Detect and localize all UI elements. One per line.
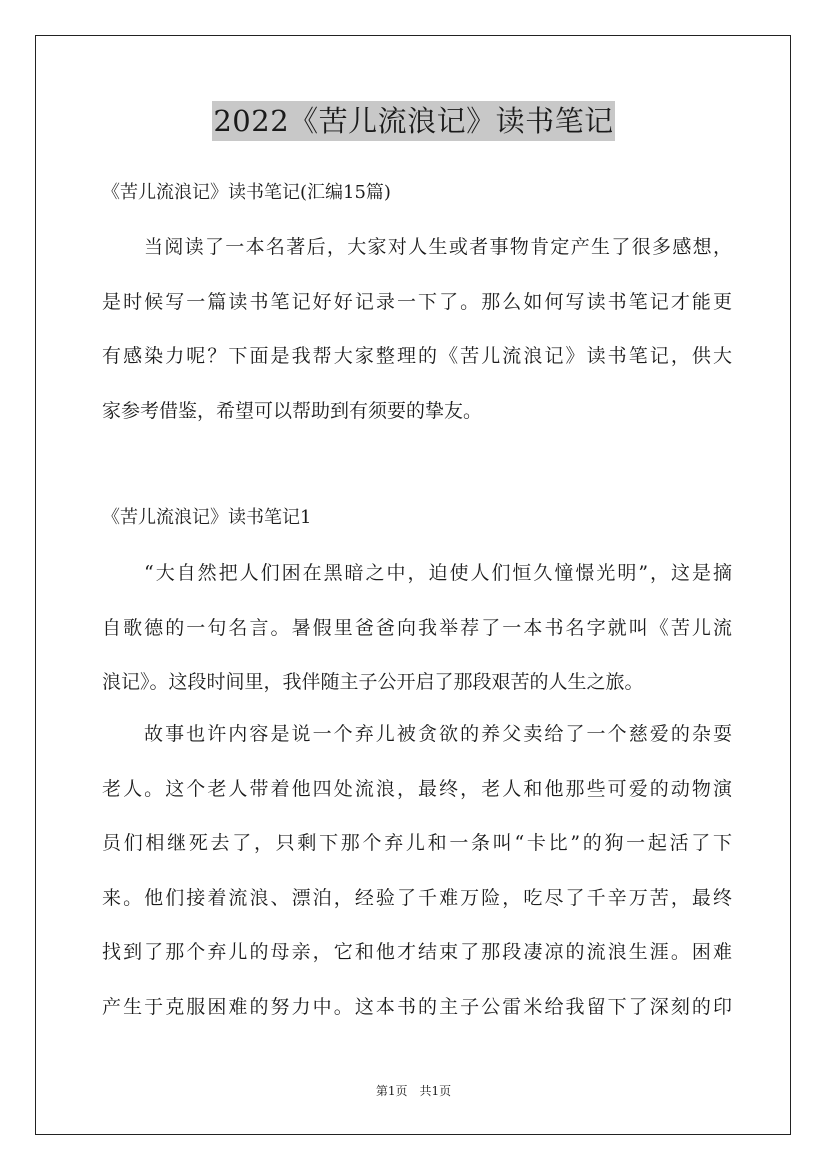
document-title-block bbox=[0, 101, 827, 141]
paragraph-line: 产生于克服困难的努力中。这本书的主子公雷米给我留下了深刻的印 bbox=[102, 995, 732, 1018]
section-heading: 《苦儿流浪记》读书笔记1 bbox=[102, 507, 312, 528]
intro-line: 当阅读了一本名著后，大家对人生或者事物肯定产生了很多感想， bbox=[144, 236, 732, 258]
paragraph-line: 员们相继死去了，只剩下那个弃儿和一条叫“卡比”的狗一起活了下 bbox=[102, 832, 732, 854]
paragraph-line: “大自然把人们困在黑暗之中，迫使人们恒久憧憬光明”，这是摘 bbox=[144, 562, 732, 584]
body-paragraph-2 bbox=[102, 721, 732, 1048]
page-footer: 第1页 共1页 bbox=[375, 1084, 452, 1098]
intro-line: 家参考借鉴，希望可以帮助到有须要的挚友。 bbox=[102, 399, 483, 422]
paragraph-line: 自歌德的一句名言。暑假里爸爸向我举荐了一本书名字就叫《苦儿流 bbox=[102, 616, 732, 639]
intro-paragraph bbox=[102, 234, 732, 452]
body-paragraph-1 bbox=[102, 560, 732, 724]
document-subtitle: 《苦儿流浪记》读书笔记(汇编15篇) bbox=[102, 182, 391, 203]
document-title: 2022《苦儿流浪记》读书笔记 bbox=[212, 101, 614, 141]
intro-line: 有感染力呢？下面是我帮大家整理的《苦儿流浪记》读书笔记，供大 bbox=[102, 345, 732, 367]
intro-line: 是时候写一篇读书笔记好好记录一下了。那么如何写读书笔记才能更 bbox=[102, 290, 732, 313]
paragraph-line: 找到了那个弃儿的母亲，它和他才结束了那段凄凉的流浪生涯。困难 bbox=[102, 941, 732, 963]
paragraph-line: 故事也许内容是说一个弃儿被贪欲的养父卖给了一个慈爱的杂耍 bbox=[144, 723, 732, 745]
paragraph-line: 浪记》。这段时间里，我伴随主子公开启了那段艰苦的人生之旅。 bbox=[102, 671, 644, 693]
paragraph-line: 来。他们接着流浪、漂泊，经验了千难万险，吃尽了千辛万苦，最终 bbox=[102, 886, 732, 909]
paragraph-line: 老人。这个老人带着他四处流浪，最终，老人和他那些可爱的动物演 bbox=[102, 777, 732, 800]
